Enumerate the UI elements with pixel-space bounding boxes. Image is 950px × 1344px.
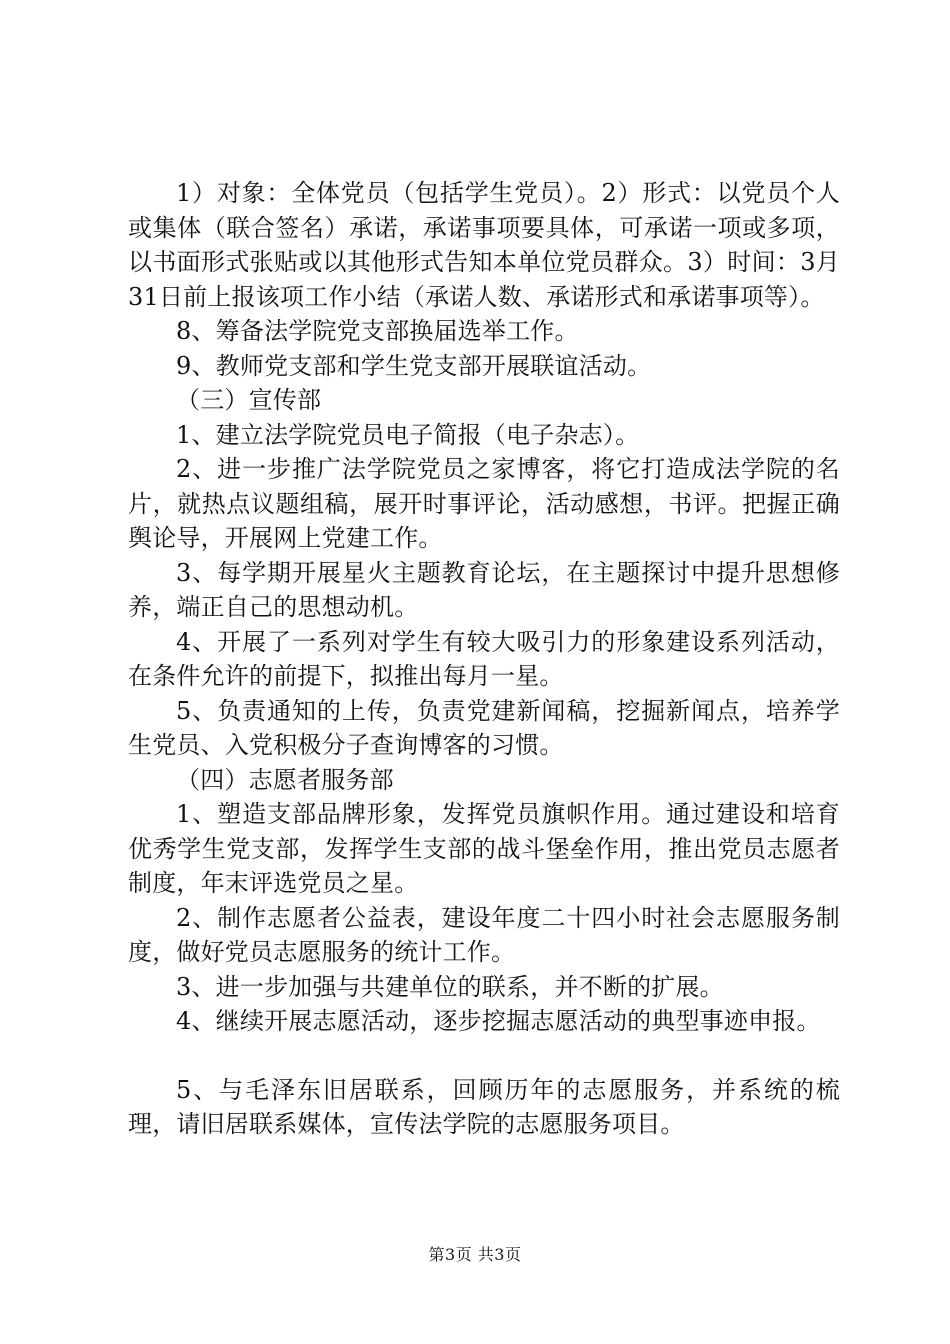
paragraph-propaganda-5: 5、负责通知的上传，负责党建新闻稿，挖掘新闻点，培养学生党员、入党积极分子查询博客的习惯。 bbox=[128, 696, 840, 759]
paragraph-propaganda-3: 3、每学期开展星火主题教育论坛，在主题探讨中提升思想修养，端正自己的思想动机。 bbox=[128, 558, 840, 621]
paragraph-volunteer-1: 1、塑造支部品牌形象，发挥党员旗帜作用。通过建设和培育优秀学生党支部，发挥学生支部的战斗堡垒作用，推出党员志愿者制度，年末评选党员之星。 bbox=[128, 800, 840, 897]
paragraph-item-8: 8、筹备法学院党支部换届选举工作。 bbox=[176, 317, 579, 345]
document-body bbox=[128, 176, 840, 1142]
paragraph-volunteer-2: 2、制作志愿者公益表，建设年度二十四小时社会志愿服务制度，做好党员志愿服务的统计工作。 bbox=[128, 903, 840, 966]
paragraph-spacer bbox=[128, 1039, 840, 1073]
paragraph-commitment-details: 1）对象：全体党员（包括学生党员）。2）形式：以党员个人或集体（联合签名）承诺，承诺事项要具体，可承诺一项或多项，以书面形式张贴或以其他形式告知本单位党员群众。3）时间：3月31日前上报该项工作小结（承诺人数、承诺形式和承诺事项等）。 bbox=[128, 179, 840, 311]
section-heading-propaganda: （三）宣传部 bbox=[176, 386, 322, 414]
paragraph-volunteer-4: 4、继续开展志愿活动，逐步挖掘志愿活动的典型事迹申报。 bbox=[176, 1007, 821, 1035]
paragraph-propaganda-1: 1、建立法学院党员电子简报（电子杂志）。 bbox=[176, 420, 640, 449]
paragraph-propaganda-2: 2、进一步推广法学院党员之家博客，将它打造成法学院的名片，就热点议题组稿，展开时事评论，活动感想，书评。把握正确舆论导，开展网上党建工作。 bbox=[128, 455, 840, 552]
paragraph-item-9: 9、教师党支部和学生党支部开展联谊活动。 bbox=[176, 351, 652, 380]
paragraph-volunteer-5: 5、与毛泽东旧居联系，回顾历年的志愿服务，并系统的梳理，请旧居联系媒体，宣传法学院的志愿服务项目。 bbox=[128, 1075, 840, 1138]
paragraph-propaganda-4: 4、开展了一系列对学生有较大吸引力的形象建设系列活动，在条件允许的前提下，拟推出每月一星。 bbox=[128, 627, 840, 690]
paragraph-volunteer-3: 3、进一步加强与共建单位的联系，并不断的扩展。 bbox=[176, 972, 724, 1001]
page-footer: 第3页 共3页 bbox=[428, 1245, 522, 1264]
section-heading-volunteer: （四）志愿者服务部 bbox=[176, 765, 394, 794]
